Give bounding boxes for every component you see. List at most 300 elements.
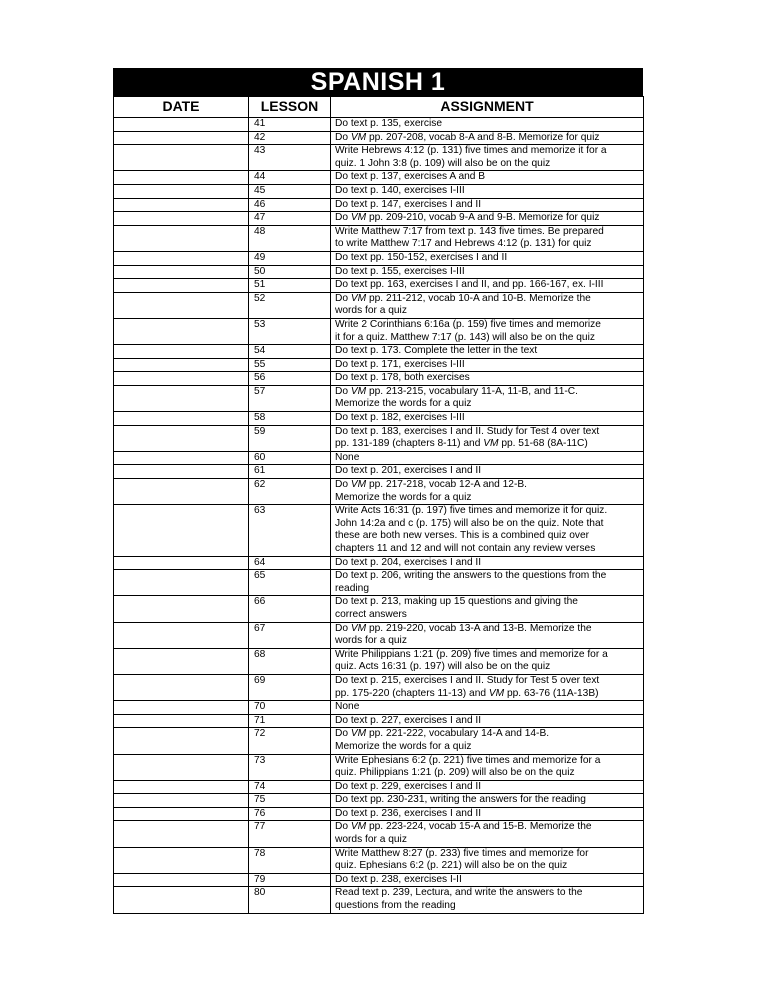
date-cell xyxy=(114,701,249,715)
assignment-line xyxy=(335,767,643,780)
date-cell xyxy=(114,465,249,479)
lesson-number: 63 xyxy=(249,505,331,556)
assignment-line xyxy=(335,583,643,596)
assignment-segment: pp. 213-215, vocabulary 11-A, 11-B, and 11-C. xyxy=(366,385,578,397)
assignment-line xyxy=(335,305,643,318)
assignment-text xyxy=(331,674,644,700)
assignment-segment: Do text p. 236, exercises I and II xyxy=(335,807,482,819)
assignment-text xyxy=(331,345,644,359)
assignment-line xyxy=(335,635,643,648)
assignment-line xyxy=(335,755,643,768)
table-row xyxy=(114,754,644,780)
assignment-line xyxy=(335,386,643,399)
table-row xyxy=(114,465,644,479)
lesson-number: 55 xyxy=(249,358,331,372)
assignment-line xyxy=(335,649,643,662)
assignment-line xyxy=(335,728,643,741)
table-row xyxy=(114,251,644,265)
assignment-segment: pp. 51-68 (8A-11C) xyxy=(498,438,588,450)
assignment-text xyxy=(331,425,644,451)
assignment-line xyxy=(335,438,643,451)
date-cell xyxy=(114,570,249,596)
vm-workbook-ref: VM xyxy=(350,622,367,634)
lesson-number: 48 xyxy=(249,225,331,251)
table-row xyxy=(114,701,644,715)
assignment-segment: Write 2 Corinthians 6:16a (p. 159) five times and memorize xyxy=(335,318,601,330)
lesson-number: 80 xyxy=(249,887,331,913)
assignment-line xyxy=(335,887,643,900)
lesson-number: 68 xyxy=(249,648,331,674)
assignment-segment: Do text p. 147, exercises I and II xyxy=(335,198,482,210)
assignment-line xyxy=(335,185,643,198)
table-row xyxy=(114,145,644,171)
lesson-header: LESSON xyxy=(249,97,331,118)
lesson-number: 41 xyxy=(249,118,331,132)
assignment-line xyxy=(335,596,643,609)
assignment-segment: Do text pp. 163, exercises I and II, and pp. 166-167, ex. I-III xyxy=(335,279,604,291)
assignment-segment: Do text p. 173. Complete the letter in the text xyxy=(335,345,538,357)
assignment-line xyxy=(335,860,643,873)
assignment-segment: pp. 211-212, vocab 10-A and 10-B. Memorize the xyxy=(366,292,591,304)
table-row xyxy=(114,887,644,913)
vm-workbook-ref: VM xyxy=(350,728,367,740)
assignment-text xyxy=(331,648,644,674)
table-row xyxy=(114,847,644,873)
header-row xyxy=(114,97,644,118)
lesson-number: 57 xyxy=(249,385,331,411)
assignment-segment: Read text p. 239, Lectura, and write the answers to the xyxy=(335,887,583,899)
assignment-text xyxy=(331,754,644,780)
table-row xyxy=(114,505,644,556)
assignment-table xyxy=(113,96,644,914)
assignment-text xyxy=(331,198,644,212)
vm-workbook-ref: VM xyxy=(350,385,367,397)
assignment-line xyxy=(335,238,643,251)
assignment-segment: None xyxy=(335,701,360,713)
table-row xyxy=(114,821,644,847)
date-cell xyxy=(114,318,249,344)
assignment-segment: quiz. 1 John 3:8 (p. 109) will also be on the quiz xyxy=(335,157,551,169)
assignment-text xyxy=(331,479,644,505)
table-row xyxy=(114,225,644,251)
assignment-text xyxy=(331,847,644,873)
assignment-segment: Do xyxy=(335,212,351,224)
date-cell xyxy=(114,794,249,808)
date-cell xyxy=(114,279,249,293)
table-row xyxy=(114,372,644,386)
lesson-number: 64 xyxy=(249,556,331,570)
assignment-line xyxy=(335,252,643,265)
assignment-text xyxy=(331,385,644,411)
assignment-segment: Do text pp. 150-152, exercises I and II xyxy=(335,251,508,263)
assignment-text xyxy=(331,251,644,265)
assignment-text xyxy=(331,465,644,479)
date-cell xyxy=(114,714,249,728)
table-row xyxy=(114,171,644,185)
assignment-text xyxy=(331,412,644,426)
assignment-line xyxy=(335,715,643,728)
assignment-segment: Do text p. 178, both exercises xyxy=(335,372,470,384)
assignment-text xyxy=(331,225,644,251)
assignment-line xyxy=(335,465,643,478)
assignment-text xyxy=(331,794,644,808)
lesson-number: 43 xyxy=(249,145,331,171)
assignment-line xyxy=(335,701,643,714)
assignment-segment: Write Ephesians 6:2 (p. 221) five times and memorize for a xyxy=(335,754,601,766)
lesson-number: 52 xyxy=(249,292,331,318)
assignment-segment: words for a quiz xyxy=(335,635,407,647)
lesson-number: 75 xyxy=(249,794,331,808)
table-row xyxy=(114,479,644,505)
lesson-number: 49 xyxy=(249,251,331,265)
assignment-segment: Do text p. 137, exercises A and B xyxy=(335,171,486,183)
lesson-number: 42 xyxy=(249,131,331,145)
assignment-segment: pp. 219-220, vocab 13-A and 13-B. Memorize the xyxy=(366,622,592,634)
assignment-line xyxy=(335,332,643,345)
lesson-number: 53 xyxy=(249,318,331,344)
schedule-sheet xyxy=(113,68,643,914)
date-cell xyxy=(114,425,249,451)
table-row xyxy=(114,873,644,887)
assignment-text xyxy=(331,131,644,145)
date-cell xyxy=(114,412,249,426)
vm-workbook-ref: VM xyxy=(350,821,367,833)
assignment-text xyxy=(331,118,644,132)
assignment-segment: to write Matthew 7:17 and Hebrews 4:12 (p. 131) for quiz xyxy=(335,238,592,250)
date-cell xyxy=(114,184,249,198)
date-cell xyxy=(114,292,249,318)
assignment-line xyxy=(335,212,643,225)
assignment-segment: Do text p. 206, writing the answers to the questions from the xyxy=(335,570,607,582)
assignment-line xyxy=(335,319,643,332)
assignment-text xyxy=(331,451,644,465)
assignment-segment: Memorize the words for a quiz xyxy=(335,740,472,752)
assignment-text xyxy=(331,372,644,386)
assignment-text xyxy=(331,714,644,728)
assignment-text xyxy=(331,701,644,715)
table-row xyxy=(114,648,644,674)
assignment-text xyxy=(331,873,644,887)
assignment-segment: John 14:2a and c (p. 175) will also be on the quiz. Note that xyxy=(335,517,604,529)
date-cell xyxy=(114,198,249,212)
assignment-segment: pp. 207-208, vocab 8-A and 8-B. Memorize for quiz xyxy=(366,131,600,143)
assignment-line xyxy=(335,345,643,358)
date-cell xyxy=(114,145,249,171)
assignment-line xyxy=(335,874,643,887)
date-cell xyxy=(114,873,249,887)
lesson-number: 70 xyxy=(249,701,331,715)
assignment-segment: Do xyxy=(335,131,351,143)
table-row xyxy=(114,556,644,570)
vm-workbook-ref: VM xyxy=(488,687,505,699)
date-cell xyxy=(114,118,249,132)
assignment-segment: words for a quiz xyxy=(335,834,407,846)
assignment-line xyxy=(335,675,643,688)
table-row xyxy=(114,780,644,794)
table-row xyxy=(114,728,644,754)
assignment-line xyxy=(335,412,643,425)
lesson-number: 46 xyxy=(249,198,331,212)
date-cell xyxy=(114,225,249,251)
assignment-segment: Do text p. 227, exercises I and II xyxy=(335,714,482,726)
date-cell xyxy=(114,780,249,794)
lesson-number: 74 xyxy=(249,780,331,794)
assignment-text xyxy=(331,358,644,372)
lesson-number: 56 xyxy=(249,372,331,386)
assignment-segment: Do text p. 182, exercises I-III xyxy=(335,412,465,424)
table-row xyxy=(114,345,644,359)
assignment-segment: pp. 209-210, vocab 9-A and 9-B. Memorize for quiz xyxy=(366,212,600,224)
assignment-segment: quiz. Acts 16:31 (p. 197) will also be on the quiz xyxy=(335,661,551,673)
table-row xyxy=(114,425,644,451)
date-cell xyxy=(114,648,249,674)
vm-workbook-ref: VM xyxy=(350,131,367,143)
table-row xyxy=(114,674,644,700)
table-row xyxy=(114,184,644,198)
assignment-segment: Do xyxy=(335,821,351,833)
lesson-number: 78 xyxy=(249,847,331,873)
assignment-segment: Do text pp. 230-231, writing the answers for the reading xyxy=(335,794,586,806)
assignment-segment: questions from the reading xyxy=(335,900,456,912)
assignment-line xyxy=(335,688,643,701)
table-row xyxy=(114,118,644,132)
assignment-line xyxy=(335,623,643,636)
assignment-segment: Do text p. 171, exercises I-III xyxy=(335,358,465,370)
date-cell xyxy=(114,451,249,465)
assignment-segment: Do text p. 155, exercises I-III xyxy=(335,265,465,277)
lesson-number: 58 xyxy=(249,412,331,426)
assignment-line xyxy=(335,359,643,372)
lesson-number: 79 xyxy=(249,873,331,887)
date-cell xyxy=(114,372,249,386)
table-row xyxy=(114,358,644,372)
assignment-text xyxy=(331,780,644,794)
assignment-text xyxy=(331,212,644,226)
assignment-segment: None xyxy=(335,451,360,463)
vm-workbook-ref: VM xyxy=(483,438,499,450)
date-cell xyxy=(114,847,249,873)
lesson-number: 69 xyxy=(249,674,331,700)
assignment-segment: Do text p. 213, making up 15 questions and giving the xyxy=(335,596,578,608)
assignment-text xyxy=(331,570,644,596)
table-row xyxy=(114,794,644,808)
lesson-number: 67 xyxy=(249,622,331,648)
date-cell xyxy=(114,505,249,556)
date-cell xyxy=(114,754,249,780)
assignment-line xyxy=(335,118,643,131)
assignment-segment: Write Matthew 7:17 from text p. 143 five times. Be prepared xyxy=(335,225,604,237)
assignment-text xyxy=(331,596,644,622)
assignment-line xyxy=(335,199,643,212)
assignment-line xyxy=(335,398,643,411)
date-cell xyxy=(114,171,249,185)
date-cell xyxy=(114,674,249,700)
date-cell xyxy=(114,596,249,622)
assignment-segment: Do xyxy=(335,385,351,397)
assignment-segment: pp. 221-222, vocabulary 14-A and 14-B. xyxy=(366,728,550,740)
assignment-line xyxy=(335,661,643,674)
lesson-number: 76 xyxy=(249,807,331,821)
table-row xyxy=(114,292,644,318)
assignment-line xyxy=(335,808,643,821)
assignment-segment: Write Philippians 1:21 (p. 209) five times and memorize for a xyxy=(335,648,608,660)
lesson-number: 72 xyxy=(249,728,331,754)
lesson-number: 50 xyxy=(249,265,331,279)
table-row xyxy=(114,212,644,226)
assignment-text xyxy=(331,622,644,648)
date-cell xyxy=(114,345,249,359)
assignment-line xyxy=(335,492,643,505)
assignment-text xyxy=(331,556,644,570)
assignment-text xyxy=(331,728,644,754)
assignment-line xyxy=(335,266,643,279)
assignment-segment: Do text p. 229, exercises I and II xyxy=(335,780,482,792)
table-row xyxy=(114,714,644,728)
assignment-text xyxy=(331,184,644,198)
date-cell xyxy=(114,821,249,847)
lesson-number: 59 xyxy=(249,425,331,451)
vm-workbook-ref: VM xyxy=(350,479,367,491)
assignment-segment: pp. 223-224, vocab 15-A and 15-B. Memorize the xyxy=(366,821,592,833)
assignment-segment: Write Acts 16:31 (p. 197) five times and memorize it for quiz. xyxy=(335,505,608,517)
assignment-segment: words for a quiz xyxy=(335,305,407,317)
assignment-line xyxy=(335,518,643,531)
date-cell xyxy=(114,556,249,570)
lesson-number: 61 xyxy=(249,465,331,479)
lesson-number: 73 xyxy=(249,754,331,780)
assignment-line xyxy=(335,279,643,292)
table-row xyxy=(114,596,644,622)
lesson-number: 54 xyxy=(249,345,331,359)
date-cell xyxy=(114,251,249,265)
assignment-segment: these are both new verses. This is a combined quiz over xyxy=(335,530,590,542)
assignment-header: ASSIGNMENT xyxy=(331,97,644,118)
lesson-number: 45 xyxy=(249,184,331,198)
assignment-segment: chapters 11 and 12 and will not contain any review verses xyxy=(335,543,596,554)
assignment-segment: it for a quiz. Matthew 7:17 (p. 143) will also be on the quiz xyxy=(335,331,595,343)
assignment-segment: Memorize the words for a quiz xyxy=(335,491,472,503)
assignment-segment: pp. 131-189 (chapters 8-11) and xyxy=(335,438,484,450)
table-row xyxy=(114,385,644,411)
assignment-line xyxy=(335,372,643,385)
assignment-text xyxy=(331,505,644,556)
assignment-line xyxy=(335,505,643,518)
date-cell xyxy=(114,728,249,754)
assignment-text xyxy=(331,807,644,821)
assignment-line xyxy=(335,158,643,171)
date-cell xyxy=(114,358,249,372)
date-cell xyxy=(114,385,249,411)
assignment-line xyxy=(335,543,643,556)
assignment-line xyxy=(335,821,643,834)
assignment-text xyxy=(331,887,644,913)
lesson-number: 60 xyxy=(249,451,331,465)
lesson-number: 62 xyxy=(249,479,331,505)
assignment-segment: Do text p. 238, exercises I-II xyxy=(335,873,462,885)
assignment-segment: Write Hebrews 4:12 (p. 131) five times and memorize it for a xyxy=(335,145,607,157)
lesson-number: 77 xyxy=(249,821,331,847)
assignment-line xyxy=(335,794,643,807)
lesson-number: 65 xyxy=(249,570,331,596)
assignment-line xyxy=(335,171,643,184)
date-cell xyxy=(114,212,249,226)
assignment-line xyxy=(335,848,643,861)
assignment-line xyxy=(335,834,643,847)
lesson-number: 71 xyxy=(249,714,331,728)
assignment-line xyxy=(335,293,643,306)
table-row xyxy=(114,265,644,279)
assignment-segment: Do text p. 135, exercise xyxy=(335,118,443,129)
assignment-text xyxy=(331,279,644,293)
assignment-line xyxy=(335,741,643,754)
assignment-segment: Do xyxy=(335,728,351,740)
assignment-segment: correct answers xyxy=(335,608,407,620)
assignment-segment: Do text p. 183, exercises I and II. Study for Test 4 over text xyxy=(335,425,600,437)
assignment-segment: quiz. Philippians 1:21 (p. 209) will also be on the quiz xyxy=(335,767,575,779)
assignment-segment: Do text p. 215, exercises I and II. Study for Test 5 over text xyxy=(335,674,600,686)
assignment-line xyxy=(335,426,643,439)
assignment-segment: Write Matthew 8:27 (p. 233) five times and memorize for xyxy=(335,847,589,859)
assignment-line xyxy=(335,609,643,622)
assignment-line xyxy=(335,570,643,583)
date-cell xyxy=(114,265,249,279)
table-row xyxy=(114,622,644,648)
assignment-segment: Do xyxy=(335,479,351,491)
assignment-line xyxy=(335,900,643,913)
assignment-segment: pp. 63-76 (11A-13B) xyxy=(504,687,599,699)
assignment-text xyxy=(331,318,644,344)
lesson-number: 44 xyxy=(249,171,331,185)
date-cell xyxy=(114,131,249,145)
date-cell xyxy=(114,887,249,913)
assignment-line xyxy=(335,132,643,145)
assignment-text xyxy=(331,821,644,847)
assignment-text xyxy=(331,265,644,279)
assignment-segment: reading xyxy=(335,582,369,594)
table-row xyxy=(114,451,644,465)
assignment-segment: quiz. Ephesians 6:2 (p. 221) will also be on the quiz xyxy=(335,860,568,872)
date-cell xyxy=(114,479,249,505)
assignment-line xyxy=(335,781,643,794)
assignment-segment: Do text p. 140, exercises I-III xyxy=(335,184,465,196)
table-body xyxy=(114,118,644,914)
lesson-number: 47 xyxy=(249,212,331,226)
lesson-number: 66 xyxy=(249,596,331,622)
assignment-line xyxy=(335,557,643,570)
assignment-segment: Memorize the words for a quiz xyxy=(335,398,472,410)
vm-workbook-ref: VM xyxy=(350,292,367,304)
table-row xyxy=(114,412,644,426)
assignment-text xyxy=(331,145,644,171)
date-header: DATE xyxy=(114,97,249,118)
assignment-line xyxy=(335,145,643,158)
assignment-segment: Do text p. 204, exercises I and II xyxy=(335,556,482,568)
table-row xyxy=(114,807,644,821)
assignment-text xyxy=(331,292,644,318)
lesson-number: 51 xyxy=(249,279,331,293)
date-cell xyxy=(114,622,249,648)
table-row xyxy=(114,318,644,344)
assignment-text xyxy=(331,171,644,185)
table-row xyxy=(114,131,644,145)
vm-workbook-ref: VM xyxy=(350,212,367,224)
assignment-segment: pp. 175-220 (chapters 11-13) and xyxy=(335,687,489,699)
assignment-line xyxy=(335,226,643,239)
page-title: SPANISH 1 xyxy=(113,68,643,96)
assignment-line xyxy=(335,452,643,465)
assignment-line xyxy=(335,479,643,492)
assignment-segment: Do xyxy=(335,292,351,304)
